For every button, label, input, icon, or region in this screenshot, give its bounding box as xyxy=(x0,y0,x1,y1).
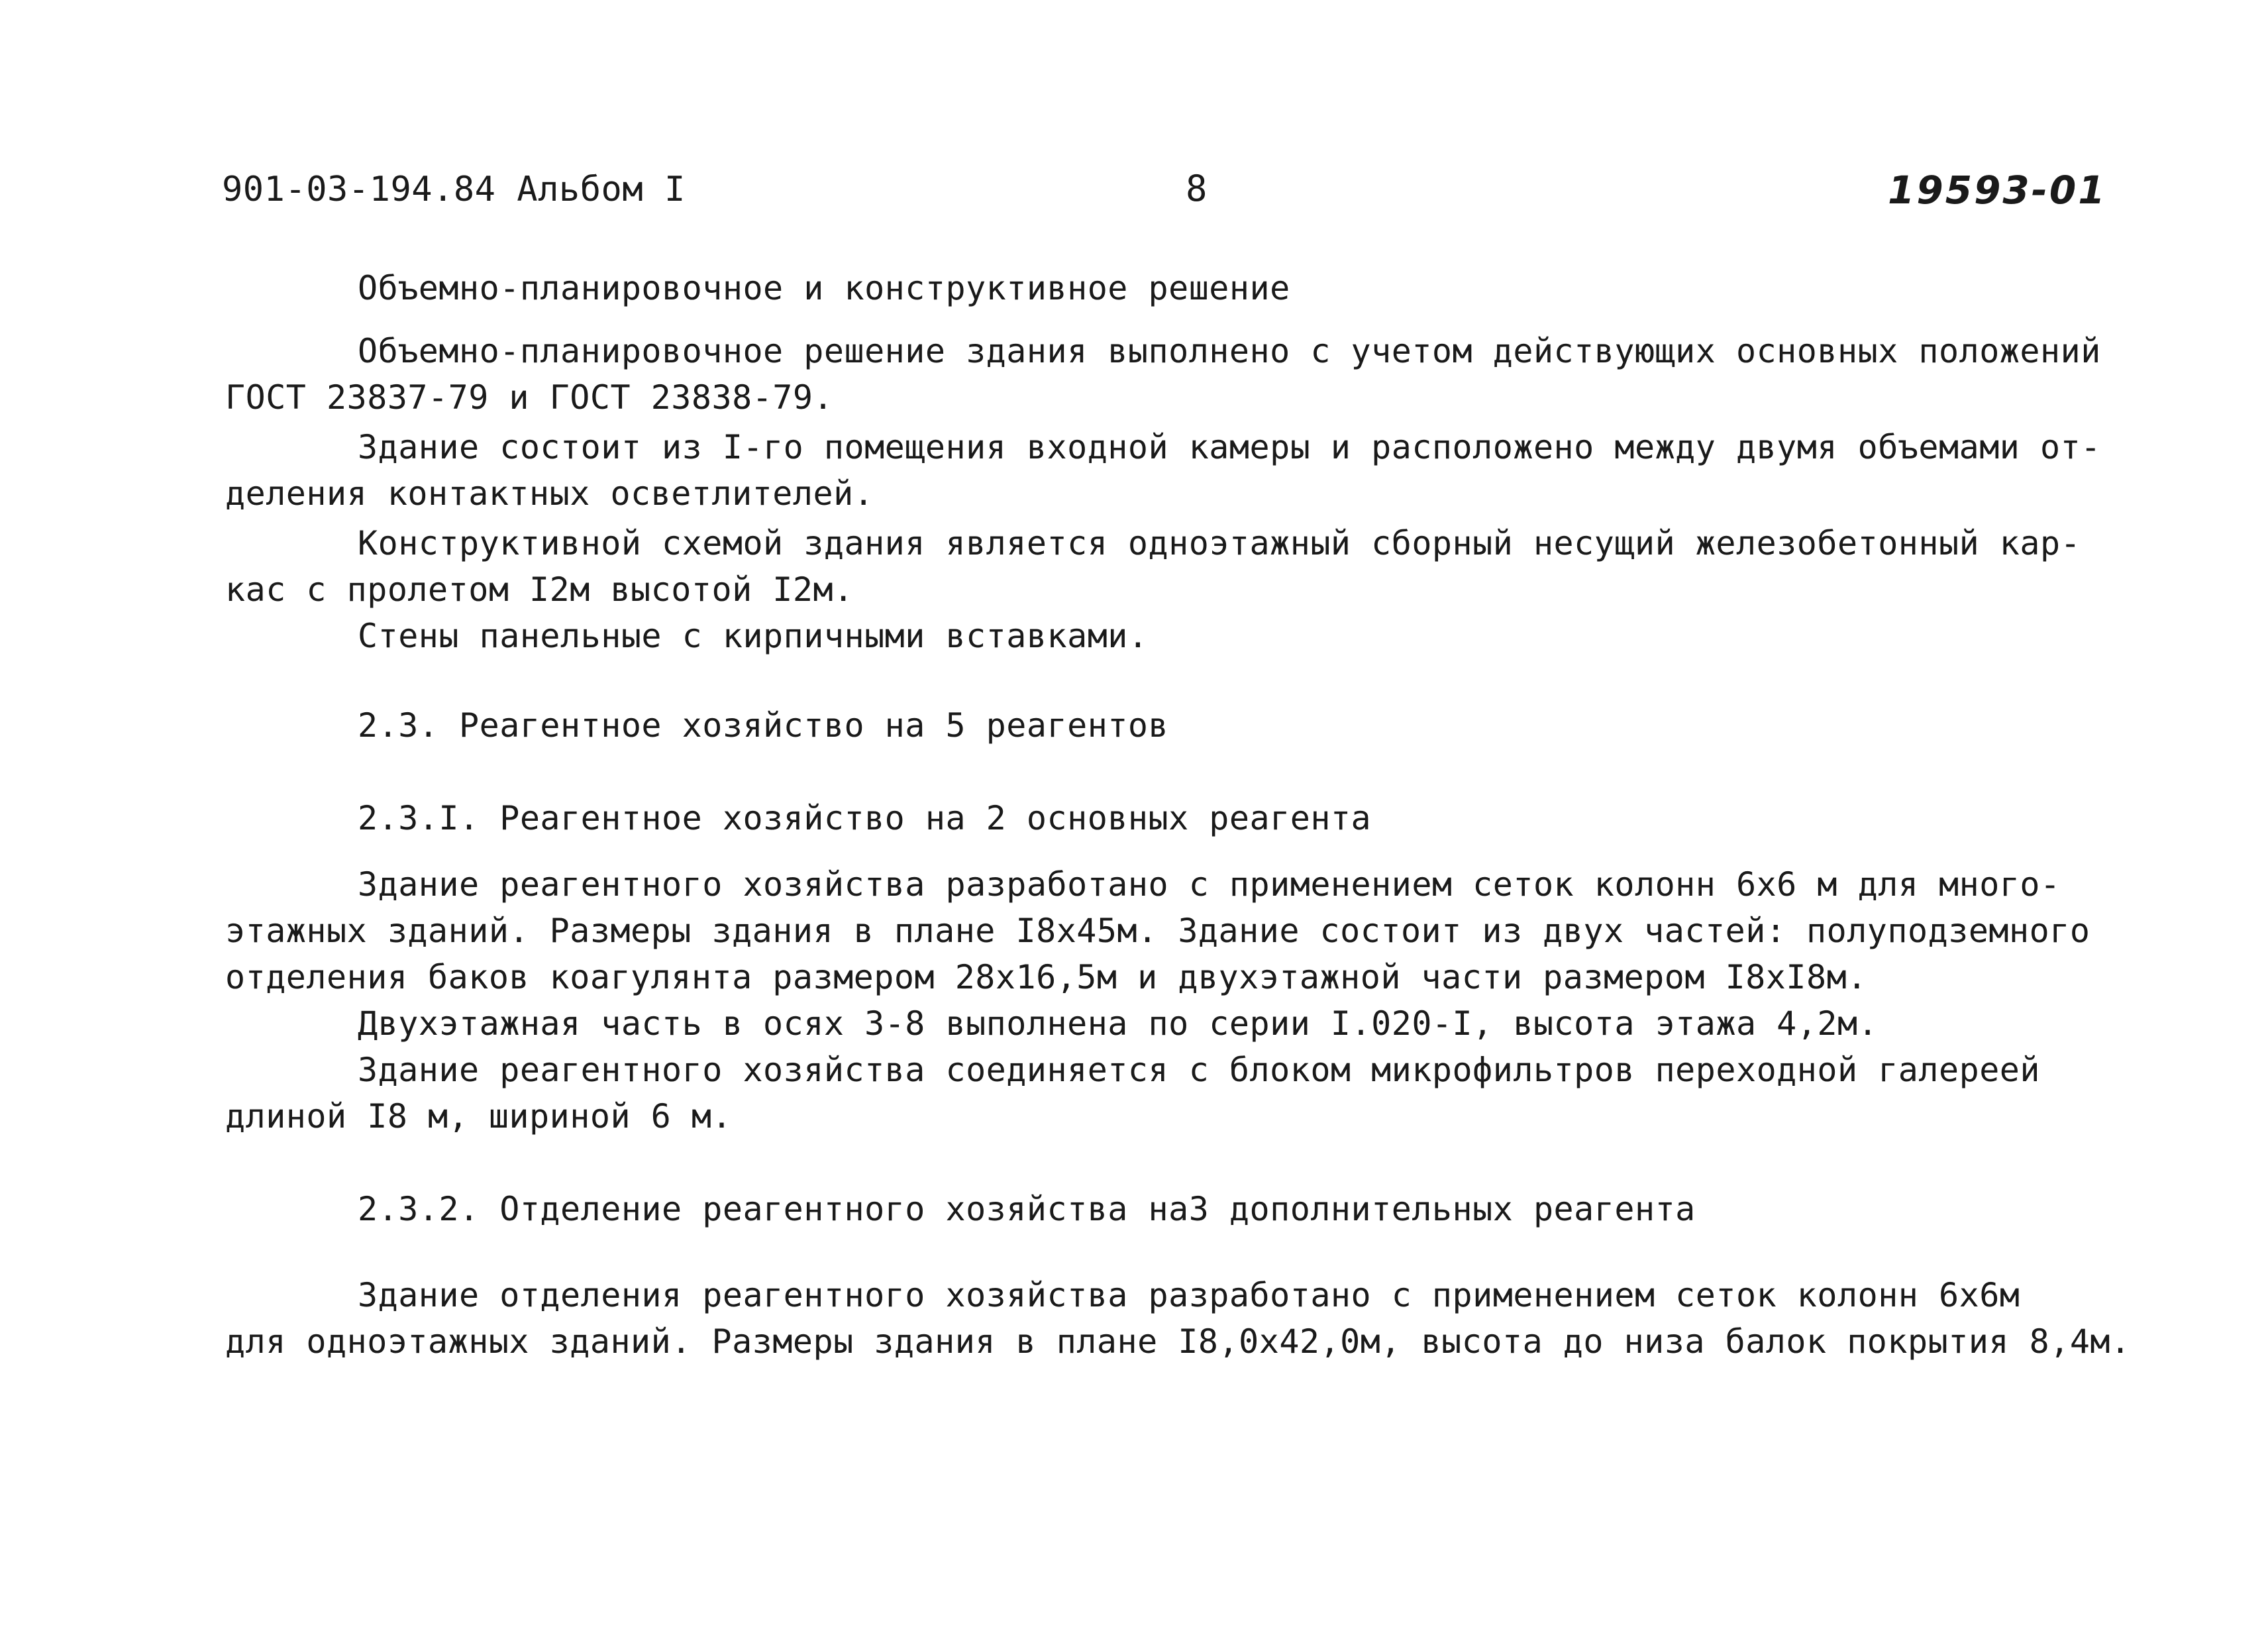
subsection-title-additional-reagents: 2.3.2. Отделение реагентного хозяйства на3 дополнительных реагента xyxy=(358,1190,1696,1228)
section-title-reagent: 2.3. Реагентное хозяйство на 5 реагентов xyxy=(358,706,1169,745)
paragraph-line: отделения баков коагулянта размером 28х16,5м и двухэтажной части размером I8хI8м. xyxy=(225,958,1867,996)
paragraph-line: Здание реагентного хозяйства разработано с применением сеток колонн 6х6 м для много- xyxy=(358,865,2061,904)
paragraph-line: ГОСТ 23837-79 и ГОСТ 23838-79. xyxy=(225,378,834,417)
paragraph-line: Объемно-планировочное решение здания выполнено с учетом действующих основных положений xyxy=(358,332,2101,370)
section-title-layout: Объемно-планировочное и конструктивное решение xyxy=(358,269,1290,307)
paragraph-line: для одноэтажных зданий. Размеры здания в плане I8,0х42,0м, высота до низа балок покрытия 8,4м. xyxy=(225,1322,2131,1361)
document-code: 901-03-194.84 Альбом I xyxy=(222,170,686,209)
paragraph-line: Конструктивной схемой здания является одноэтажный сборный несущий железобетонный кар- xyxy=(358,524,2081,562)
paragraph-line: Стены панельные с кирпичными вставками. xyxy=(358,617,1149,655)
paragraph-line: кас с пролетом I2м высотой I2м. xyxy=(225,570,854,609)
paragraph-line: деления контактных осветлителей. xyxy=(225,474,874,513)
paragraph-line: Здание состоит из I-го помещения входной камеры и расположено между двумя объемами от- xyxy=(358,428,2101,466)
paragraph-line: этажных зданий. Размеры здания в плане I8х45м. Здание состоит из двух частей: полуподземного xyxy=(225,912,2090,950)
archive-stamp-number: 19593-01 xyxy=(1888,168,2107,213)
subsection-title-main-reagents: 2.3.I. Реагентное хозяйство на 2 основных реагента xyxy=(358,799,1372,837)
paragraph-line: Здание реагентного хозяйства соединяется с блоком микрофильтров переходной галереей xyxy=(358,1051,2041,1089)
paragraph-line: Здание отделения реагентного хозяйства разработано с применением сеток колонн 6х6м xyxy=(358,1276,2020,1314)
paragraph-line: Двухэтажная часть в осях 3-8 выполнена по серии I.020-I, высота этажа 4,2м. xyxy=(358,1004,1879,1043)
page-number: 8 xyxy=(1186,168,1208,209)
paragraph-line: длиной I8 м, шириной 6 м. xyxy=(225,1097,733,1136)
